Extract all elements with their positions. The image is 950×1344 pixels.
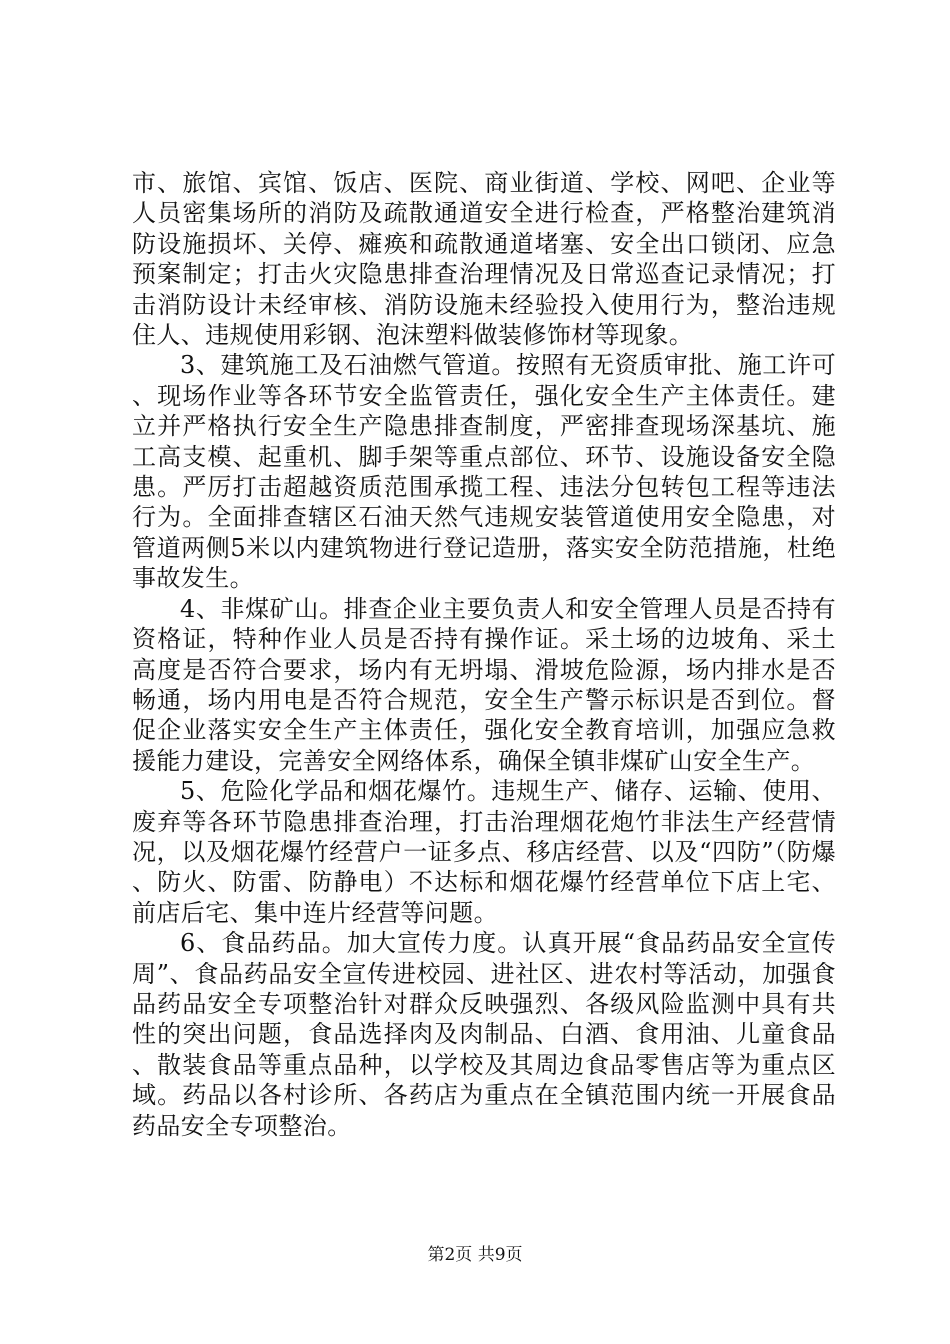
page-total: 共9页 bbox=[477, 1245, 523, 1265]
paragraph-section-4: 4、非煤矿山。排查企业主要负责人和安全管理人员是否持有资格证，特种作业人员是否持有操作证。采土场的边坡角、采土高度是否符合要求，场内有无坍塌、滑坡危险源，场内排水是否畅通，场内用电是否符合规范，安全生产警示标识是否到位。督促企业落实安全生产主体责任，强化安全教育培训，加强应急救援能力建设，完善安全网络体系，确保全镇非煤矿山安全生产。 bbox=[132, 594, 836, 775]
paragraph-continued: 市、旅馆、宾馆、饭店、医院、商业街道、学校、网吧、企业等人员密集场所的消防及疏散通道安全进行检查，严格整治建筑消防设施损坏、关停、瘫痪和疏散通道堵塞、安全出口锁闭、应急预案制定；打击火灾隐患排查治理情况及日常巡查记录情况；打击消防设计未经审核、消防设施未经验投入使用行为，整治违规住人、违规使用彩钢、泡沫塑料做装修饰材等现象。 bbox=[132, 169, 836, 350]
document-body bbox=[132, 168, 836, 1141]
page-footer bbox=[0, 1243, 950, 1267]
paragraph-section-5: 5、危险化学品和烟花爆竹。违规生产、储存、运输、使用、废弃等各环节隐患排查治理，打击治理烟花炮竹非法生产经营情况，以及烟花爆竹经营户一证多点、移店经营、以及“四防”（防爆、防火、防雷、防静电）不达标和烟花爆竹经营单位下店上宅、前店后宅、集中连片经营等问题。 bbox=[132, 777, 836, 927]
page-number: 第2页 bbox=[427, 1245, 473, 1265]
paragraph-section-3: 3、建筑施工及石油燃气管道。按照有无资质审批、施工许可、现场作业等各环节安全监管责任，强化安全生产主体责任。建立并严格执行安全生产隐患排查制度，严密排查现场深基坑、施工高支模、起重机、脚手架等重点部位、环节、设施设备安全隐患。严厉打击超越资质范围承揽工程、违法分包转包工程等违法行为。全面排查辖区石油天然气违规安装管道使用安全隐患，对管道两侧5米以内建筑物进行登记造册，落实安全防范措施，杜绝事故发生。 bbox=[132, 351, 836, 593]
paragraph-section-6: 6、食品药品。加大宣传力度。认真开展“食品药品安全宣传周”、食品药品安全宣传进校园、进社区、进农村等活动，加强食品药品安全专项整治针对群众反映强烈、各级风险监测中具有共性的突出问题，食品选择肉及肉制品、白酒、食用油、儿童食品、散装食品等重点品种，以学校及其周边食品零售店等为重点区域。药品以各村诊所、各药店为重点在全镇范围内统一开展食品药品安全专项整治。 bbox=[132, 929, 836, 1140]
